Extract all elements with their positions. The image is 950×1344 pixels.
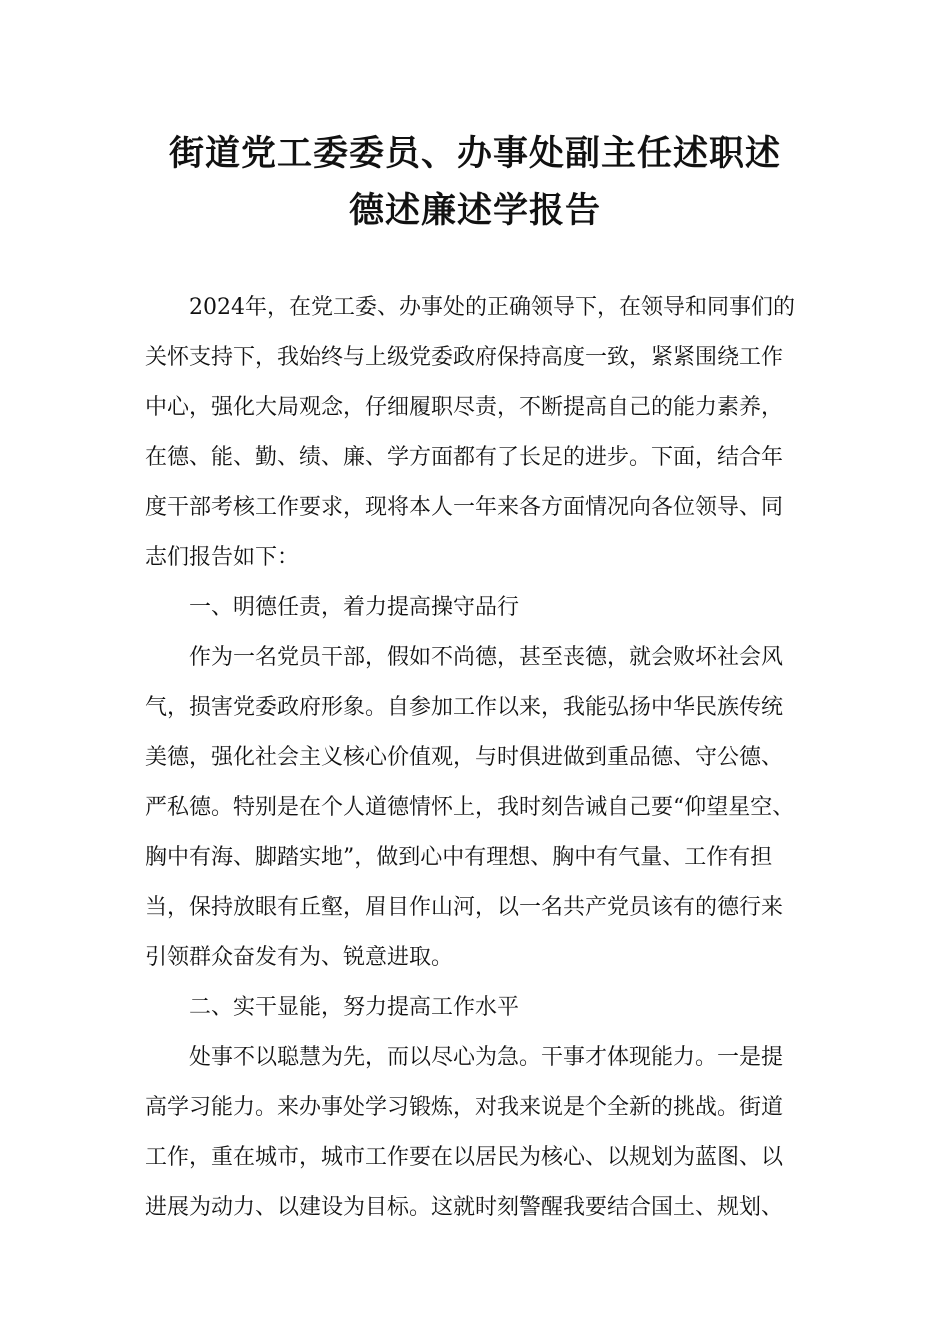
document-body <box>145 283 825 1233</box>
title-line: 德述廉述学报告 <box>348 191 601 231</box>
paragraph-line: 胸中有海、脚踏实地”，做到心中有理想、胸中有气量、工作有担 <box>145 845 773 870</box>
paragraph-line: 2024年，在党工委、办事处的正确领导下，在领导和同事们的 <box>189 295 795 320</box>
section-heading: 二、实干显能，努力提高工作水平 <box>189 995 520 1020</box>
paragraph-line: 关怀支持下，我始终与上级党委政府保持高度一致，紧紧围绕工作 <box>145 345 784 370</box>
paragraph-line: 高学习能力。来办事处学习锻炼，对我来说是个全新的挑战。街道 <box>145 1095 784 1120</box>
paragraph-line: 中心，强化大局观念，仔细履职尽责，不断提高自己的能力素养， <box>145 395 784 420</box>
paragraph-line: 引领群众奋发有为、锐意进取。 <box>145 945 454 970</box>
paragraph-line: 气，损害党委政府形象。自参加工作以来，我能弘扬中华民族传统 <box>145 695 784 720</box>
document-title <box>0 126 950 240</box>
paragraph-line: 志们报告如下： <box>145 545 300 570</box>
paragraph-line: 严私德。特别是在个人道德情怀上，我时刻告诫自己要“仰望星空、 <box>145 795 795 820</box>
section-heading: 一、明德任责，着力提高操守品行 <box>189 595 520 620</box>
paragraph-line: 作为一名党员干部，假如不尚德，甚至丧德，就会败坏社会风 <box>189 645 784 670</box>
paragraph-line: 在德、能、勤、绩、廉、学方面都有了长足的进步。下面，结合年 <box>145 445 784 470</box>
paragraph-line: 当，保持放眼有丘壑，眉目作山河，以一名共产党员该有的德行来 <box>145 895 784 920</box>
paragraph-line: 处事不以聪慧为先，而以尽心为急。干事才体现能力。一是提 <box>189 1045 784 1070</box>
paragraph-line: 进展为动力、以建设为目标。这就时刻警醒我要结合国土、规划、 <box>145 1195 784 1220</box>
paragraph-line: 工作，重在城市，城市工作要在以居民为核心、以规划为蓝图、以 <box>145 1145 784 1170</box>
paragraph-line: 度干部考核工作要求，现将本人一年来各方面情况向各位领导、同 <box>145 495 784 520</box>
title-line: 街道党工委委员、办事处副主任述职述 <box>168 134 781 174</box>
paragraph-line: 美德，强化社会主义核心价值观，与时俱进做到重品德、守公德、 <box>145 745 784 770</box>
